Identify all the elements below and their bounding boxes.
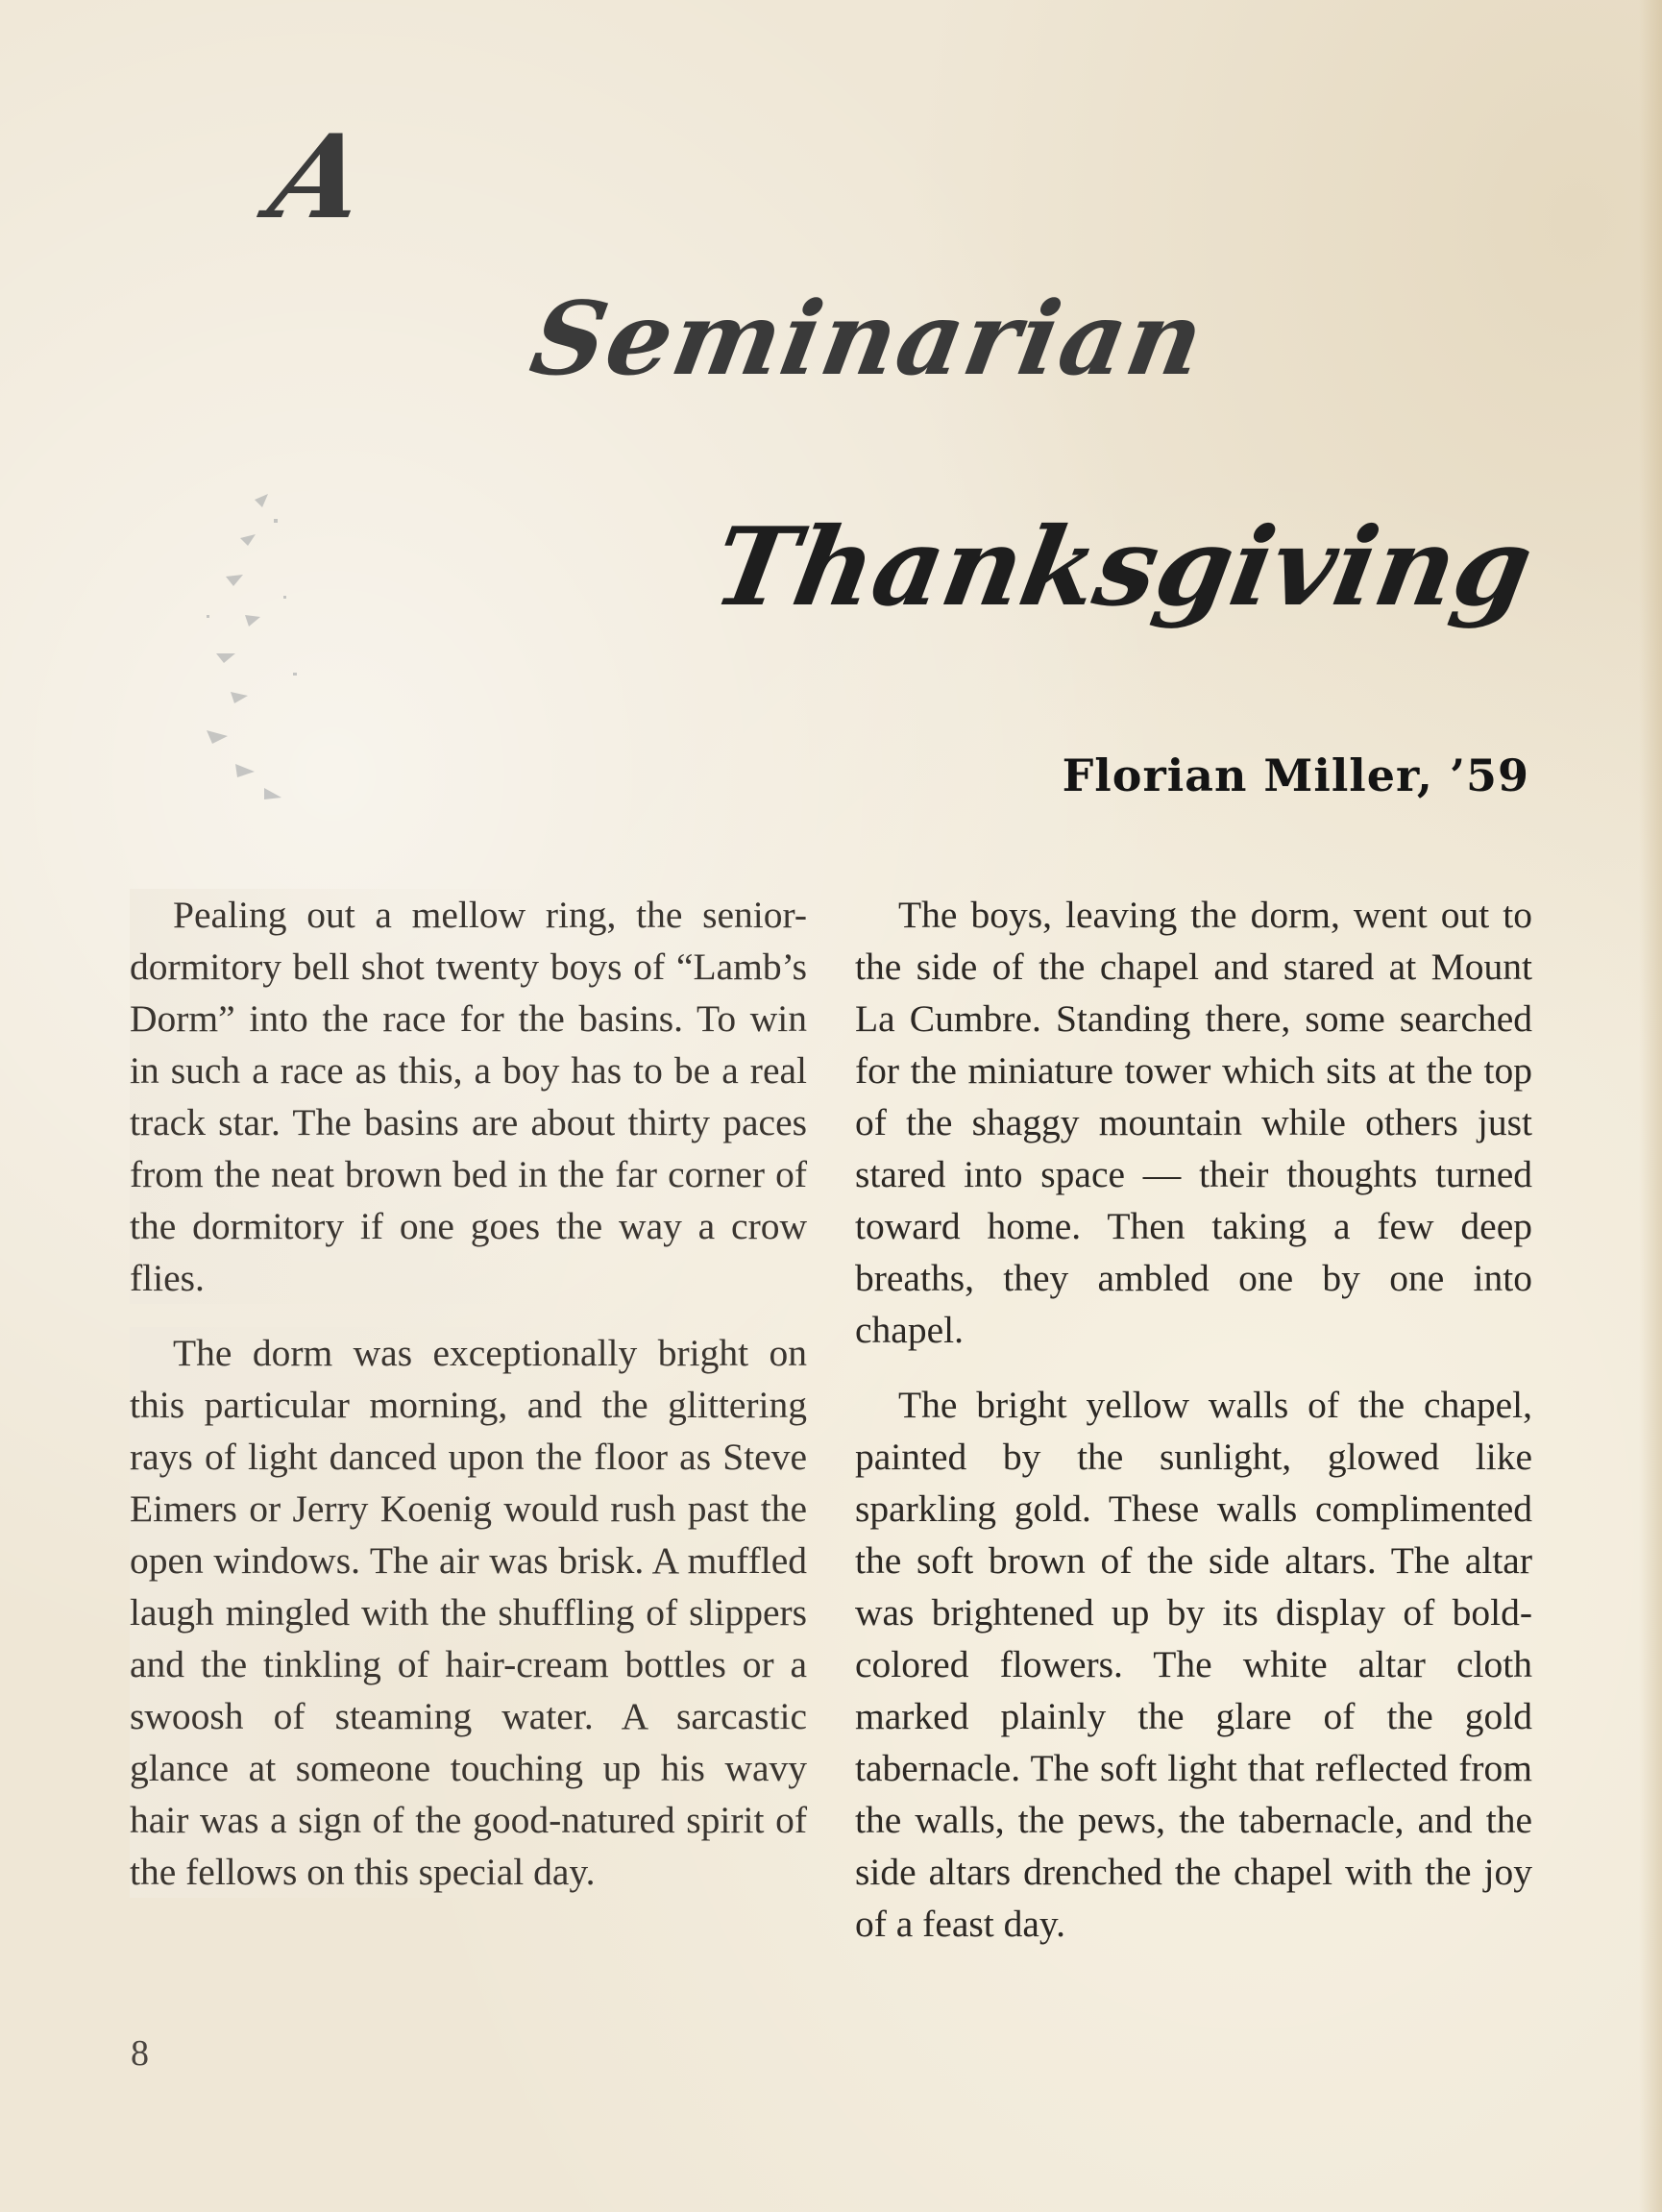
right-text-column xyxy=(855,889,1532,1973)
author-byline: Florian Miller, ’59 xyxy=(1062,750,1529,801)
page-number: 8 xyxy=(131,2033,149,2074)
left-paragraph-2: The dorm was exceptionally bright on this particular morning, and the glittering rays of light danced upon the floor as Steve Eimers or Jerry Koenig would rush past the open windows. The air was brisk. A muffled laugh mingled with the shuffling of slippers and the tinkling of hair-cream bottles or a swoosh of steaming water. A sarcastic glance at someone touching up his wavy hair was a sign of the good-natured spirit of the fellows on this special day. xyxy=(130,1327,807,1898)
title-line-seminarian: Seminarian xyxy=(523,279,1214,398)
left-paragraph-1: Pealing out a mellow ring, the senior-dormitory bell shot twenty boys of “Lamb’s Dorm” into the race for the basins. To win in such a race as this, a boy has to be a real track star. The basins are about thirty paces from the neat brown bed in the far corner of the dormitory if one goes the way a crow flies. xyxy=(130,889,807,1304)
right-paragraph-2: The bright yellow walls of the chapel, painted by the sunlight, glowed like sparkling gold. These walls complimented the soft brown of the side altars. The altar was brightened up by its display of bold-colored flowers. The white altar cloth marked plainly the glare of the gold tabernacle. The soft light that reflected from the walls, the pews, the tabernacle, and the side altars drenched the chapel with the joy of a feast day. xyxy=(855,1384,1532,1945)
right-paragraph-1: The boys, leaving the dorm, went out to the side of the chapel and stared at Mount La Cumbre. Standing there, some searched for the miniature tower which sits at the top of the shaggy mountain while others just stared into space — their thoughts turned toward home. Then taking a few deep breaths, they ambled one by one into chapel. xyxy=(855,894,1532,1351)
left-text-column xyxy=(130,889,807,1921)
title-line-thanksgiving: Thanksgiving xyxy=(704,504,1542,630)
spray-paint-decoration xyxy=(187,480,341,807)
page-edge xyxy=(1639,0,1662,2212)
title-line-a: A xyxy=(259,110,379,245)
